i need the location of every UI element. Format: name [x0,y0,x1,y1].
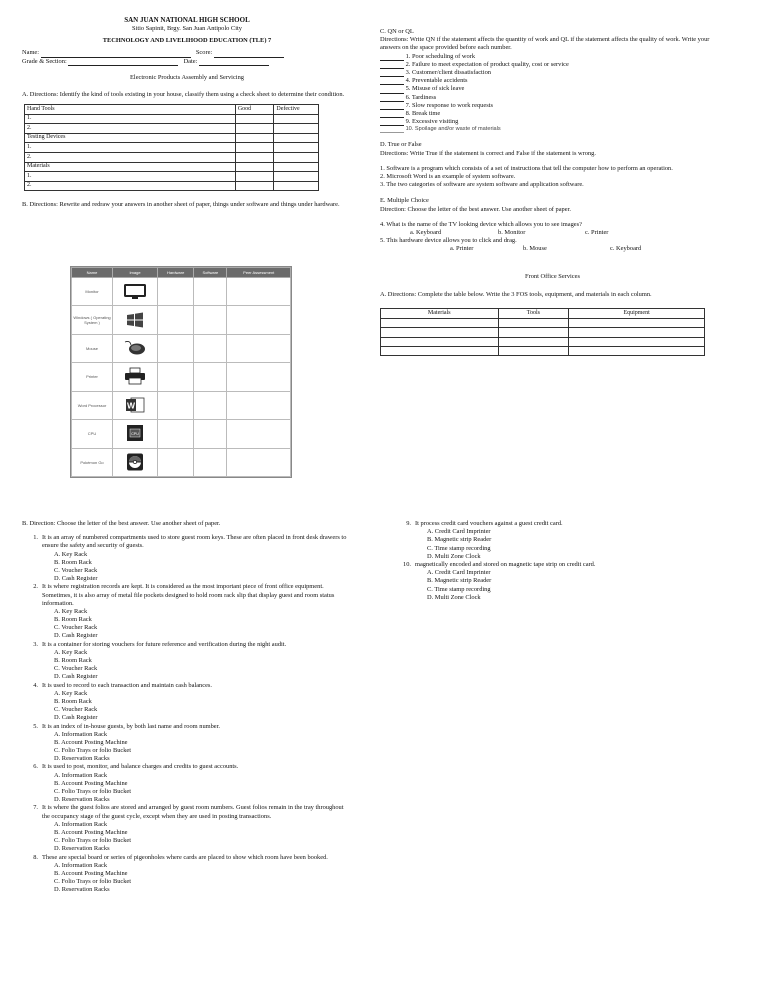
question-text: It is an index of in-house guests, by both last name and room number. [42,722,221,730]
answer-option[interactable]: D. Cash Register [54,673,98,681]
answer-option[interactable]: A. Information Rack [54,730,108,738]
item-text: 5. Misuse of sick leave [405,85,465,93]
list-item [380,69,725,77]
col-hardware: Hardware [158,268,194,278]
question-block [395,561,725,602]
check-sheet-table [24,104,319,191]
table-row [25,143,319,153]
defective-cell[interactable] [274,133,319,143]
answer-option[interactable]: B. Account Posting Machine [54,738,128,746]
fos-cell[interactable] [498,337,569,346]
answer-blank[interactable] [380,70,404,77]
question-row [22,583,352,608]
pokeball-icon [122,453,148,471]
table-row [72,363,291,391]
row-label: 1. [25,114,236,124]
software-cell[interactable] [194,420,227,448]
answer-option[interactable]: C. Voucher Rack [54,706,98,714]
answer-blank[interactable] [380,119,404,126]
row-label: 1. [25,172,236,182]
peer-cell[interactable] [227,420,291,448]
answer-option[interactable]: D. Cash Register [54,632,98,640]
defective-cell[interactable] [274,181,319,191]
row-label: 2. [25,153,236,163]
item-text: 8. Break time [405,109,441,117]
defective-cell[interactable] [274,153,319,163]
answer-blank[interactable] [380,54,404,61]
answer-option[interactable]: B. Room Rack [54,616,92,624]
option[interactable]: a. Printer [450,245,474,253]
table-row [25,114,319,124]
answer-option[interactable]: D. Cash Register [54,575,98,583]
grade-label: Grade & Section: [22,57,67,65]
question-text: It process credit card vouchers against a guest credit card. [415,520,563,527]
col-name: Name [72,268,113,278]
item-text: 3. Customer/client dissatisfaction [405,68,491,76]
question-row [395,561,725,569]
image-cell [113,334,158,362]
good-cell[interactable] [235,153,274,163]
answer-option[interactable]: A. Information Rack [54,771,108,779]
question-block [22,763,352,804]
image-cell [113,363,158,391]
row-label: 2. [25,124,236,134]
cpu-icon [122,424,148,442]
table-row [25,133,319,143]
multiple-choice-right [395,520,725,602]
row-label: 2. [25,181,236,191]
answer-option[interactable]: B. Room Rack [54,697,92,705]
answer-option[interactable]: B. Account Posting Machine [54,779,128,787]
list-item [380,126,725,133]
software-cell[interactable] [194,278,227,306]
grade-field[interactable] [68,59,178,66]
question-text: It is an array of numbered compartments used to store guest room keys. These are often placed in front desk drawers to ensure the safety and security of guests. [42,534,347,550]
question-5: 5. This hardware device allows you to click and drag. [380,236,517,244]
hardware-cell[interactable] [158,334,194,362]
peer-cell[interactable] [227,363,291,391]
row-label: 1. [25,143,236,153]
mouse-icon [122,339,148,357]
answer-option[interactable]: A. Key Rack [54,550,88,558]
option[interactable]: a. Keyboard [410,228,442,236]
item-name: Mouse [72,334,113,362]
col-good: Good [235,105,274,115]
defective-cell[interactable] [274,124,319,134]
col-peer-assessment: Peer Assessment [227,268,291,278]
question-number: 5. [33,722,38,730]
item-text: 4. Preventable accidents [405,77,468,85]
hardware-cell[interactable] [158,420,194,448]
image-cell [113,448,158,476]
section-a-directions: A. Directions: Identify the kind of tools existing in your house, classify them using a check sheet to determine their condition. [22,90,345,98]
answer-option[interactable]: B. Account Posting Machine [54,828,128,836]
front-office-title: Front Office Services [525,273,580,281]
question-4: 4. What is the name of the TV looking device which allows you to see images? [380,220,582,228]
fos-cell[interactable] [498,347,569,356]
answer-option[interactable]: A. Credit Card Imprinter [427,528,491,536]
answer-blank[interactable] [380,95,404,102]
good-cell[interactable] [235,133,274,143]
question-row [22,763,352,771]
subject-title: TECHNOLOGY AND LIVELIHOOD EDUCATION (TLE) 7 [102,37,272,45]
peer-cell[interactable] [227,391,291,419]
question-row [22,641,352,649]
fos-cell[interactable] [381,318,499,327]
question-number: 1. [33,534,38,542]
software-cell[interactable] [194,448,227,476]
section-c-items [380,53,725,134]
table-row [381,347,705,356]
list-item [380,53,725,61]
col-image: Image [113,268,158,278]
list-item [380,102,725,110]
question-block [395,520,725,561]
question-block [22,854,352,895]
front-office-directions: A. Directions: Complete the table below. Write the 3 FOS tools, equipment, and materials in each column. [380,291,652,299]
topic-title: Electronic Products Assembly and Servicing [130,73,244,81]
answer-option[interactable]: D. Reservation Racks [54,886,110,894]
answer-option[interactable]: C. Folio Trays or folio Bucket [54,788,132,795]
hardware-software-table [70,266,292,478]
question-number: 2. [33,583,38,591]
table-row [72,448,291,476]
word-icon [122,396,148,414]
hardware-cell[interactable] [158,391,194,419]
answer-blank[interactable] [380,126,404,133]
list-item: 3. The two categories of software are system software and application software. [380,181,584,189]
fos-cell[interactable] [498,328,569,337]
question-block [22,682,352,723]
answer-option[interactable]: D. Reservation Racks [54,796,110,804]
cpu-label: CPU [131,432,139,437]
table-row [25,105,319,115]
good-cell[interactable] [235,114,274,124]
answer-option[interactable]: D. Reservation Racks [54,755,110,763]
question-5-options [380,245,725,253]
section-e-title: E. Multiple Choice [380,197,429,205]
item-text: 10. Spoilage and/or waste of materials [405,126,501,133]
table-row [72,306,291,334]
item-text: 7. Slow response to work requests [405,101,493,109]
word-letter: W [126,400,136,411]
question-list [395,520,725,602]
table-row [72,334,291,362]
answer-option[interactable]: A. Key Rack [54,607,88,615]
question-number: 8. [33,853,38,861]
section-b-directions: B. Directions: Rewrite and redraw your answers in another sheet of paper, things under software and things under hardware. [22,201,340,209]
question-block [22,804,352,853]
defective-cell[interactable] [274,172,319,182]
answer-option[interactable]: D. Multi Zone Clock [427,593,481,601]
name-label: Name: [22,49,40,57]
table-row [381,328,705,337]
answer-option[interactable]: C. Folio Trays or folio Bucket [54,837,132,845]
peer-cell[interactable] [227,334,291,362]
answer-option[interactable]: C. Folio Trays or folio Bucket [54,878,132,886]
question-text: It is used to record to each transaction and maintain cash balances. [42,681,212,689]
answer-option[interactable]: B. Magnetic strip Reader [427,577,492,585]
answer-option[interactable]: C. Voucher Rack [54,665,98,673]
table-row [25,153,319,163]
col-materials: Materials [381,309,499,318]
table-row [25,172,319,182]
date-label: Date: [183,57,198,65]
list-item [380,110,725,118]
printer-icon [122,367,148,385]
question-block [22,583,352,640]
fos-cell[interactable] [569,337,705,346]
question-number: 9. [406,520,411,527]
answer-option[interactable]: C. Voucher Rack [54,624,98,632]
defective-cell[interactable] [274,143,319,153]
col-equipment: Equipment [569,309,705,318]
monitor-icon [122,282,148,300]
answer-option[interactable]: A. Key Rack [54,689,88,697]
item-name: Windows ( Operating System ) [72,306,113,334]
list-item [380,61,725,69]
section-c-directions: Directions: Write QN if the statement affects the quantity of work and QL if the statement affects the quality of work. Write your answers on the space provided before each number. [380,36,710,52]
question-number: 3. [33,640,38,648]
section-c-title: C. QN or QL [380,28,414,35]
question-row [395,520,725,528]
answer-option[interactable]: B. Magnetic strip Reader [427,536,492,544]
fos-cell[interactable] [569,347,705,356]
software-cell[interactable] [194,391,227,419]
peer-cell[interactable] [227,306,291,334]
grade-row [22,58,352,66]
item-name: CPU [72,420,113,448]
score-label: Score: [195,49,213,57]
good-cell[interactable] [235,172,274,182]
question-number: 10. [403,560,411,568]
answer-option[interactable]: B. Room Rack [54,558,92,566]
question-block [22,534,352,583]
answer-option[interactable]: C. Time stamp recording [427,544,491,552]
answer-option[interactable]: C. Time stamp recording [427,585,491,593]
option[interactable]: b. Mouse [523,245,547,253]
option[interactable]: b. Monitor [498,228,526,236]
defective-cell[interactable] [274,162,319,172]
answer-blank[interactable] [380,103,404,110]
answer-option[interactable]: A. Key Rack [54,648,88,656]
question-number: 7. [33,804,38,812]
answer-option[interactable]: A. Information Rack [54,861,108,869]
table-header-row [72,268,291,278]
software-cell[interactable] [194,306,227,334]
list-item [380,118,725,126]
option[interactable]: c. Keyboard [610,245,642,253]
hardware-cell[interactable] [158,363,194,391]
table-row [25,181,319,191]
question-number: 6. [33,763,38,771]
answer-blank[interactable] [380,62,404,69]
list-item [380,94,725,102]
question-row [22,804,352,820]
question-text: It is where registration records are kept. It is considered as the most important piece of front office equipment. Sometimes, it is also array of metal file pockets designed to hold room rack slip that display guest and room status information. [42,583,335,607]
good-cell[interactable] [235,162,274,172]
item-name: Monitor [72,278,113,306]
answer-option[interactable]: B. Room Rack [54,657,92,664]
name-row [22,49,352,57]
col-defective: Defective [274,105,319,115]
item-name: Printer [72,363,113,391]
list-item: 1. Software is a program which consists of a set of instructions that tell the computer how to perform an operation. [380,164,673,172]
worksheet-header [22,16,352,210]
table-row [72,420,291,448]
question-row [22,682,352,690]
item-text: 9. Excessive visiting [405,118,459,126]
col-software: Software [194,268,227,278]
question-text: magnetically encoded and stored on magnetic tape strip on credit card. [415,560,596,568]
col-tools: Tools [498,309,569,318]
image-cell [113,420,158,448]
table-row [72,391,291,419]
question-block [22,723,352,764]
table-row [25,162,319,172]
name-field[interactable] [41,51,191,58]
fos-cell[interactable] [381,337,499,346]
answer-option[interactable]: A. Credit Card Imprinter [427,569,491,577]
section-d-title: D. True or False [380,141,422,149]
hardware-cell[interactable] [158,448,194,476]
peer-cell[interactable] [227,278,291,306]
fos-cell[interactable] [498,318,569,327]
software-cell[interactable] [194,334,227,362]
good-cell[interactable] [235,124,274,134]
image-cell [113,306,158,334]
date-field[interactable] [199,59,269,66]
question-number: 4. [33,681,38,689]
image-cell [113,391,158,419]
score-field[interactable] [214,51,284,58]
question-row [22,854,352,862]
fos-cell[interactable] [569,318,705,327]
fos-cell[interactable] [569,328,705,337]
fos-table [380,308,705,356]
item-name: Pokémon Go [72,448,113,476]
question-text: These are special board or series of pigeonholes where cards are placed to show which room have been booked. [42,853,328,861]
item-text: 1. Poor scheduling of work [405,52,476,60]
question-row [22,534,352,550]
question-text: It is used to post, monitor, and balance charges and credits to guest accounts. [42,763,239,771]
answer-option[interactable]: D. Multi Zone Clock [427,552,481,560]
table-row [381,318,705,327]
item-text: 2. Failure to meet expectation of product quality, cost or service [405,60,569,68]
good-cell[interactable] [235,181,274,191]
list-item [380,85,725,93]
answer-option[interactable]: D. Cash Register [54,714,98,722]
answer-blank[interactable] [380,87,404,94]
table-row [72,278,291,306]
peer-cell[interactable] [227,448,291,476]
option[interactable]: c. Printer [585,228,609,236]
table-row [381,337,705,346]
image-cell [113,278,158,306]
right-column [380,28,725,356]
section-e-directions: Direction: Choose the letter of the best answer. Use another sheet of paper. [380,205,571,213]
question-list [22,534,352,894]
question-4-options [380,229,725,237]
answer-blank[interactable] [380,78,404,85]
answer-option[interactable]: B. Account Posting Machine [54,869,128,877]
fos-cell[interactable] [381,347,499,356]
row-label: Testing Devices [25,133,236,143]
section-bottom-directions: B. Direction: Choose the letter of the best answer. Use another sheet of paper. [22,520,221,527]
answer-blank[interactable] [380,111,404,118]
row-label: Materials [25,162,236,172]
question-text: It is a container for storing vouchers for future reference and verification during the night audit. [42,640,287,648]
answer-option[interactable]: D. Reservation Racks [54,845,110,853]
list-item: 2. Microsoft Word is an example of system software. [380,172,516,180]
item-name: Word Processor [72,391,113,419]
question-block [22,641,352,682]
multiple-choice-left [22,520,352,894]
fos-cell[interactable] [381,328,499,337]
item-text: 6. Tardiness [405,93,437,101]
hardware-cell[interactable] [158,306,194,334]
windows-logo-icon [122,311,148,329]
software-cell[interactable] [194,363,227,391]
hardware-cell[interactable] [158,278,194,306]
list-item [380,77,725,85]
school-name: SAN JUAN NATIONAL HIGH SCHOOL [124,16,250,24]
col-hand-tools: Hand Tools [25,105,236,115]
question-text: It is where the guest folios are stored and arranged by guest room numbers. Guest folios remain in the tray throughout the occupancy stage of the guest cycle, except when they are used in posting transactions. [42,804,344,820]
answer-option[interactable]: C. Folio Trays or folio Bucket [54,747,132,755]
question-row [22,723,352,731]
section-d-directions: Directions: Write True if the statement is correct and False if the statement is wrong. [380,149,596,157]
answer-option[interactable]: A. Information Rack [54,820,108,828]
good-cell[interactable] [235,143,274,153]
table-row [25,124,319,134]
table-header-row [381,309,705,318]
answer-option[interactable]: C. Voucher Rack [54,566,98,574]
school-address: Sitio Sapinit, Brgy. San Juan Antipolo City [132,24,242,32]
defective-cell[interactable] [274,114,319,124]
